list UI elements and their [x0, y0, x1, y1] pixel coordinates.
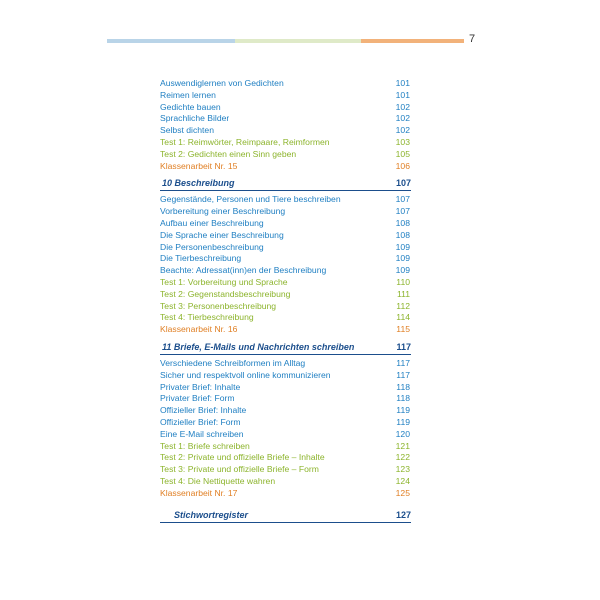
toc-entry-title: Test 1: Briefe schreiben: [160, 440, 250, 451]
toc-entry-title: Gegenstände, Personen und Tiere beschreiben: [160, 194, 341, 205]
toc-entry-title: Die Sprache einer Beschreibung: [160, 229, 284, 240]
toc-entry-page: 119: [396, 416, 410, 427]
toc-entry[interactable]: [160, 382, 411, 394]
toc-entry-title: Klassenarbeit Nr. 17: [160, 487, 238, 498]
header-bar-green: [235, 39, 361, 43]
toc-group-description: [160, 194, 411, 336]
toc-entry-title: Test 1: Reimwörter, Reimpaare, Reimformen: [160, 136, 330, 147]
toc-entry[interactable]: [160, 206, 411, 218]
toc-entry-page: 124: [395, 475, 410, 486]
toc-entry[interactable]: [160, 289, 411, 301]
toc-entry-page: 108: [395, 217, 410, 228]
toc-entry-page: 105: [395, 148, 410, 159]
toc-entry[interactable]: [160, 218, 411, 230]
page-number: 7: [469, 33, 476, 45]
toc-entry-page: 117: [396, 369, 410, 380]
toc-entry-page: 117: [396, 357, 410, 368]
toc-entry-page: 121: [395, 440, 410, 451]
toc-entry[interactable]: [160, 125, 411, 137]
toc-entry-title: Klassenarbeit Nr. 16: [160, 324, 238, 335]
toc-entry[interactable]: [160, 301, 411, 313]
toc-entry-page: 114: [396, 312, 410, 323]
toc-entry[interactable]: [160, 429, 411, 441]
index-page: 127: [395, 509, 411, 520]
toc-entry-page: 111: [396, 288, 410, 299]
toc-entry-page: 109: [395, 253, 410, 264]
toc-group-letters: [160, 358, 411, 500]
toc-entry-title: Privater Brief: Inhalte: [160, 381, 241, 392]
toc-entry-page: 108: [395, 229, 410, 240]
toc-entry-title: Offizieller Brief: Form: [160, 416, 241, 427]
toc-entry-page: 109: [395, 241, 410, 252]
toc-entry-title: Selbst dichten: [160, 125, 214, 136]
toc-entry[interactable]: [160, 393, 411, 405]
toc-entry-title: Offizieller Brief: Inhalte: [160, 405, 247, 416]
toc-entry-title: Die Personenbeschreibung: [160, 241, 264, 252]
toc-entry-page: 119: [396, 405, 410, 416]
toc-entry-title: Test 2: Gedichten einen Sinn geben: [160, 148, 297, 159]
toc-entry-page: 115: [396, 324, 410, 335]
toc-entry-title: Die Tierbeschreibung: [160, 253, 242, 264]
toc-entry-page: 101: [395, 78, 410, 88]
toc-entry-title: Sprachliche Bilder: [160, 113, 230, 124]
toc-entry[interactable]: [160, 452, 411, 464]
toc-entry-title: Privater Brief: Form: [160, 393, 235, 404]
toc-entry[interactable]: [160, 137, 411, 149]
toc-group-poems: [160, 78, 411, 172]
toc-entry-page: 102: [395, 101, 410, 112]
toc-entry-title: Test 3: Private und offizielle Briefe – Form: [160, 464, 319, 475]
toc-entry-page: 110: [396, 276, 410, 287]
toc-entry[interactable]: [160, 405, 411, 417]
toc-entry[interactable]: [160, 370, 411, 382]
toc-entry-title: Eine E-Mail schreiben: [160, 428, 244, 439]
toc-entry[interactable]: [160, 161, 411, 173]
index-title: Stichwortregister: [174, 509, 249, 520]
toc-entry[interactable]: [160, 230, 411, 242]
toc-entry-page: 107: [395, 194, 410, 205]
section-heading-10[interactable]: [160, 176, 411, 191]
toc-entry-title: Gedichte bauen: [160, 101, 221, 112]
toc-entry-title: Aufbau einer Beschreibung: [160, 217, 264, 228]
toc-entry-title: Sicher und respektvoll online kommunizieren: [160, 369, 331, 380]
toc-entry-page: 123: [395, 464, 410, 475]
table-of-contents: [160, 78, 411, 526]
toc-entry-page: 112: [396, 300, 410, 311]
toc-entry[interactable]: [160, 277, 411, 289]
toc-entry-title: Reimen lernen: [160, 89, 216, 100]
toc-entry-page: 125: [395, 487, 410, 498]
section-page: 107: [395, 178, 411, 189]
toc-entry-title: Test 4: Die Nettiquette wahren: [160, 475, 276, 486]
toc-entry-page: 118: [396, 393, 410, 404]
toc-entry[interactable]: [160, 488, 411, 500]
toc-entry-title: Auswendiglernen von Gedichten: [160, 78, 284, 88]
toc-entry[interactable]: [160, 417, 411, 429]
toc-entry[interactable]: [160, 464, 411, 476]
toc-entry-page: 107: [395, 206, 410, 217]
section-page: 117: [396, 341, 411, 352]
toc-entry-title: Test 2: Private und offizielle Briefe – Inhalte: [160, 452, 325, 463]
toc-entry[interactable]: [160, 113, 411, 125]
toc-entry-page: 106: [395, 160, 410, 171]
toc-entry-title: Beachte: Adressat(inn)en der Beschreibung: [160, 265, 327, 276]
toc-entry[interactable]: [160, 194, 411, 206]
toc-entry-title: Test 3: Personenbeschreibung: [160, 300, 277, 311]
toc-entry[interactable]: [160, 90, 411, 102]
toc-entry-page: 102: [395, 125, 410, 136]
toc-entry-title: Klassenarbeit Nr. 15: [160, 160, 238, 171]
header-bar-blue: [107, 39, 235, 43]
section-title: 10 Beschreibung: [162, 178, 235, 189]
toc-entry-title: Test 2: Gegenstandsbeschreibung: [160, 288, 291, 299]
toc-entry-title: Verschiedene Schreibformen im Alltag: [160, 357, 306, 368]
toc-entry-page: 109: [395, 265, 410, 276]
toc-entry-page: 120: [395, 428, 410, 439]
toc-entry[interactable]: [160, 324, 411, 336]
toc-entry[interactable]: [160, 358, 411, 370]
toc-entry-title: Vorbereitung einer Beschreibung: [160, 206, 286, 217]
toc-entry[interactable]: [160, 78, 411, 90]
toc-entry-page: 101: [395, 89, 410, 100]
section-heading-11[interactable]: [160, 340, 411, 355]
toc-entry[interactable]: [160, 102, 411, 114]
toc-entry[interactable]: [160, 242, 411, 254]
toc-entry[interactable]: [160, 253, 411, 265]
toc-entry[interactable]: [160, 149, 411, 161]
toc-entry-page: 102: [395, 113, 410, 124]
toc-entry[interactable]: [160, 476, 411, 488]
header-bar-orange: [361, 39, 464, 43]
toc-entry-title: Test 1: Vorbereitung und Sprache: [160, 276, 288, 287]
toc-entry-page: 122: [395, 452, 410, 463]
section-title: 11 Briefe, E-Mails und Nachrichten schreiben: [162, 341, 355, 352]
toc-entry[interactable]: [160, 265, 411, 277]
toc-entry-page: 118: [396, 381, 410, 392]
toc-entry-page: 103: [395, 136, 410, 147]
toc-entry[interactable]: [160, 312, 411, 324]
toc-entry-title: Test 4: Tierbeschreibung: [160, 312, 254, 323]
toc-entry[interactable]: [160, 441, 411, 453]
index-heading[interactable]: [160, 508, 411, 523]
